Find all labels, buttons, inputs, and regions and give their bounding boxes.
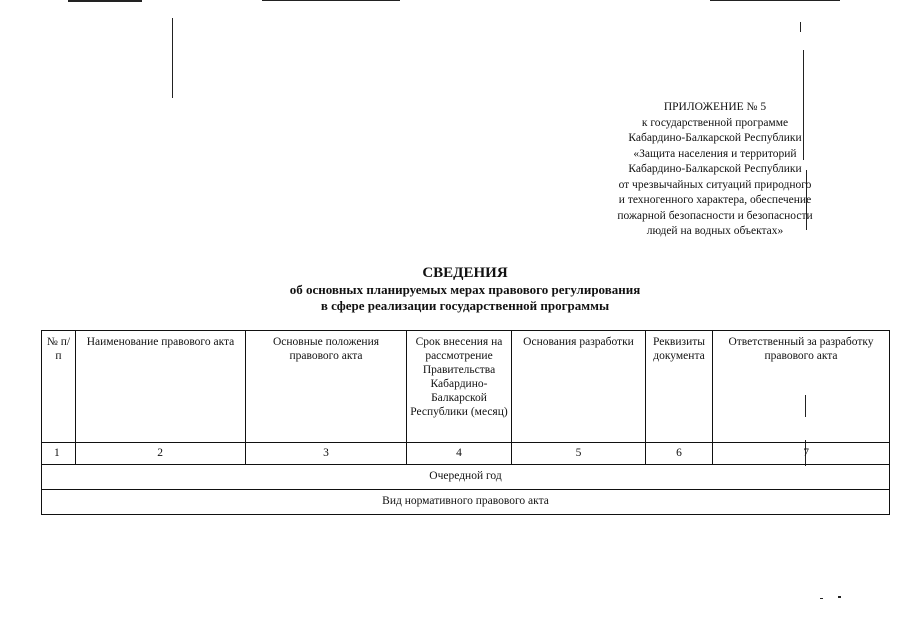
appendix-line: «Защита населения и территорий <box>633 147 797 160</box>
document-title <box>150 264 780 314</box>
scan-mark <box>68 0 142 2</box>
column-number: 1 <box>42 443 76 465</box>
header-act-name: Наименование правового акта <box>76 331 246 443</box>
column-number: 4 <box>407 443 512 465</box>
title-line-1: об основных планируемых мерах правового регулирования <box>289 282 641 297</box>
column-number: 7 <box>713 443 890 465</box>
scan-mark <box>800 22 801 32</box>
header-responsible: Ответственный за разработку правового акта <box>713 331 890 443</box>
appendix-line: к государственной программе <box>641 116 789 129</box>
row-next-year: Очередной год <box>42 465 890 490</box>
header-details: Реквизиты документа <box>646 331 713 443</box>
table-section-row <box>42 490 890 515</box>
appendix-line: пожарной безопасности и безопасности <box>617 209 813 222</box>
appendix-line: от чрезвычайных ситуаций природного <box>618 178 812 191</box>
title-line-2: в сфере реализации государственной программы <box>320 298 610 313</box>
header-grounds: Основания разработки <box>512 331 646 443</box>
header-deadline: Срок внесения на рассмотрение Правительства Кабардино-Балкарской Республики (месяц) <box>407 331 512 443</box>
column-number: 6 <box>646 443 713 465</box>
header-provisions: Основные положения правового акта <box>246 331 407 443</box>
title-main: СВЕДЕНИЯ <box>422 265 508 281</box>
column-number: 5 <box>512 443 646 465</box>
scan-mark <box>172 18 173 98</box>
column-number-row <box>42 443 890 465</box>
appendix-line: людей на водных объектах» <box>646 225 784 237</box>
appendix-line: Кабардино-Балкарской Республики <box>628 163 802 175</box>
appendix-line: ПРИЛОЖЕНИЕ № 5 <box>663 101 767 113</box>
measures-table <box>41 330 890 515</box>
scan-mark <box>710 0 840 1</box>
scan-mark <box>820 598 823 599</box>
appendix-header <box>590 100 840 240</box>
table-section-row <box>42 465 890 490</box>
row-act-kind: Вид нормативного правового акта <box>42 490 890 515</box>
scan-mark <box>262 0 400 1</box>
column-number: 2 <box>76 443 246 465</box>
header-number: № п/п <box>42 331 76 443</box>
table-header-row <box>42 331 890 443</box>
appendix-line: Кабардино-Балкарской Республики <box>628 132 802 144</box>
scan-mark <box>838 596 841 598</box>
column-number: 3 <box>246 443 407 465</box>
appendix-line: и техногенного характера, обеспечение <box>618 194 812 206</box>
